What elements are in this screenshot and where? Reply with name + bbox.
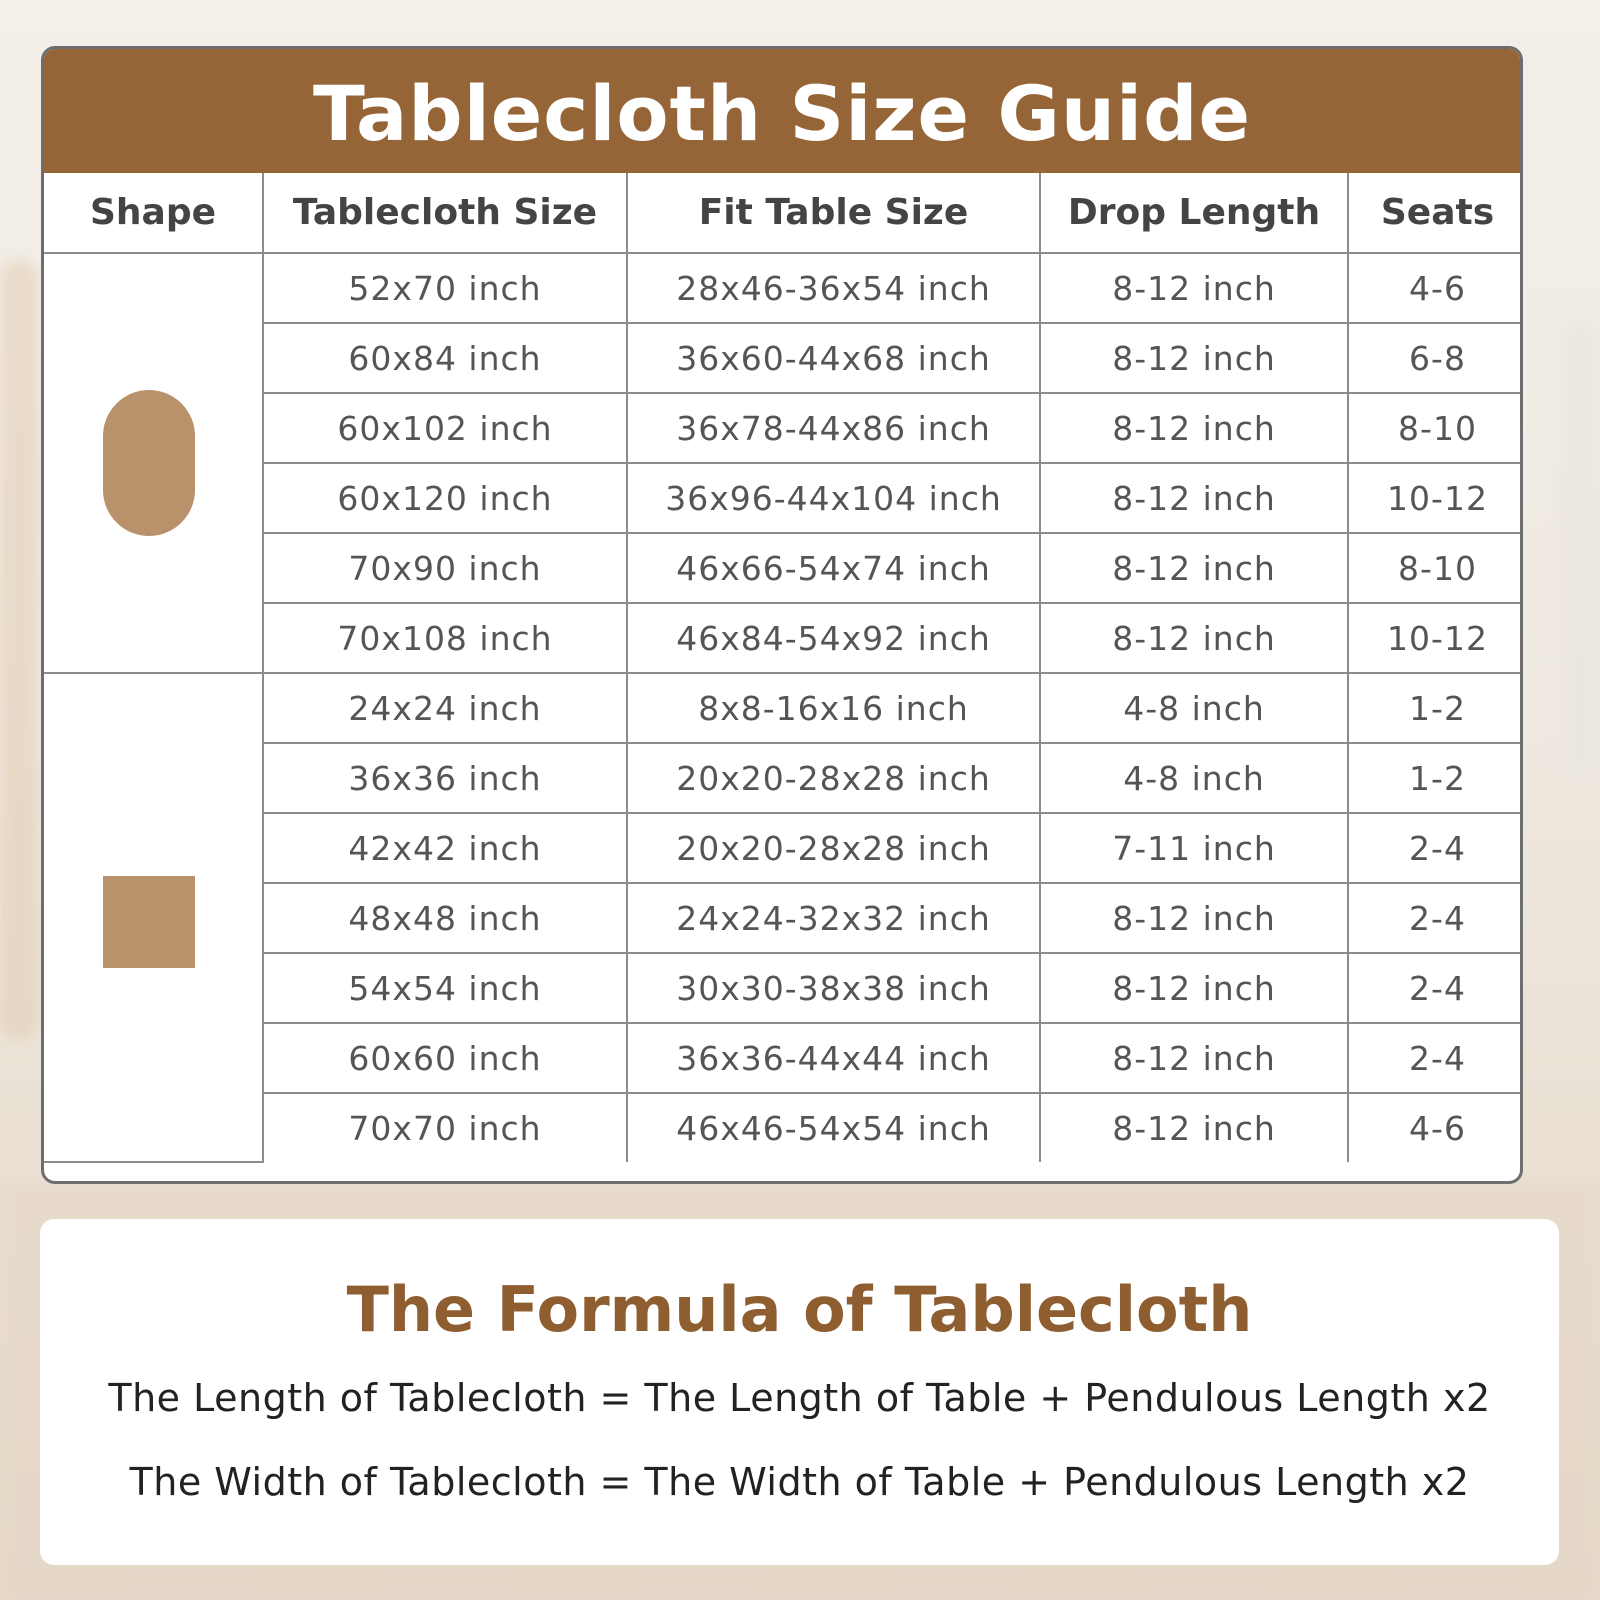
cell-drop-length: 8-12 inch — [1040, 393, 1348, 463]
background-chair-left — [0, 260, 38, 1040]
cell-drop-length: 8-12 inch — [1040, 1093, 1348, 1162]
table-row — [44, 1093, 1523, 1162]
cell-drop-length: 8-12 inch — [1040, 533, 1348, 603]
cell-tablecloth-size: 70x90 inch — [263, 533, 627, 603]
cell-tablecloth-size: 60x60 inch — [263, 1023, 627, 1093]
cell-tablecloth-size: 70x108 inch — [263, 603, 627, 673]
cell-seats: 10-12 — [1348, 603, 1523, 673]
cell-seats: 2-4 — [1348, 1023, 1523, 1093]
table-row — [44, 323, 1523, 393]
cell-tablecloth-size: 60x102 inch — [263, 393, 627, 463]
table-row — [44, 743, 1523, 813]
cell-seats: 4-6 — [1348, 1093, 1523, 1162]
column-header-tablecloth-size: Tablecloth Size — [263, 173, 627, 253]
table-row — [44, 253, 1523, 323]
formula-length-line: The Length of Tablecloth = The Length of Table + Pendulous Length x2 — [108, 1376, 1491, 1420]
guide-title: Tablecloth Size Guide — [312, 68, 1252, 158]
cell-tablecloth-size: 60x84 inch — [263, 323, 627, 393]
cell-drop-length: 4-8 inch — [1040, 743, 1348, 813]
cell-fit-table-size: 20x20-28x28 inch — [627, 813, 1040, 883]
cell-fit-table-size: 20x20-28x28 inch — [627, 743, 1040, 813]
formula-width-line: The Width of Tablecloth = The Width of Table + Pendulous Length x2 — [129, 1460, 1470, 1504]
square-shape-icon — [103, 876, 195, 968]
cell-drop-length: 8-12 inch — [1040, 953, 1348, 1023]
table-row — [44, 533, 1523, 603]
cell-seats: 4-6 — [1348, 253, 1523, 323]
cell-fit-table-size: 46x84-54x92 inch — [627, 603, 1040, 673]
cell-seats: 1-2 — [1348, 673, 1523, 743]
cell-seats: 2-4 — [1348, 883, 1523, 953]
cell-fit-table-size: 36x36-44x44 inch — [627, 1023, 1040, 1093]
guide-header — [44, 49, 1520, 173]
cell-fit-table-size: 24x24-32x32 inch — [627, 883, 1040, 953]
table-header-row — [44, 173, 1523, 253]
cell-drop-length: 8-12 inch — [1040, 883, 1348, 953]
cell-drop-length: 8-12 inch — [1040, 463, 1348, 533]
table-row — [44, 953, 1523, 1023]
cell-seats: 10-12 — [1348, 463, 1523, 533]
cell-drop-length: 8-12 inch — [1040, 323, 1348, 393]
cell-fit-table-size: 30x30-38x38 inch — [627, 953, 1040, 1023]
cell-seats: 8-10 — [1348, 393, 1523, 463]
oval-shape-icon — [103, 390, 195, 536]
formula-card — [40, 1219, 1559, 1565]
cell-drop-length: 8-12 inch — [1040, 253, 1348, 323]
cell-drop-length: 8-12 inch — [1040, 1023, 1348, 1093]
cell-seats: 8-10 — [1348, 533, 1523, 603]
table-row — [44, 883, 1523, 953]
cell-tablecloth-size: 48x48 inch — [263, 883, 627, 953]
formula-title: The Formula of Tablecloth — [346, 1273, 1253, 1346]
table-body — [44, 253, 1523, 1162]
cell-fit-table-size: 46x66-54x74 inch — [627, 533, 1040, 603]
cell-tablecloth-size: 52x70 inch — [263, 253, 627, 323]
background-window-right — [1560, 320, 1600, 780]
cell-tablecloth-size: 36x36 inch — [263, 743, 627, 813]
table-row — [44, 463, 1523, 533]
cell-fit-table-size: 36x78-44x86 inch — [627, 393, 1040, 463]
column-header-seats: Seats — [1348, 173, 1523, 253]
cell-fit-table-size: 36x60-44x68 inch — [627, 323, 1040, 393]
cell-drop-length: 7-11 inch — [1040, 813, 1348, 883]
size-table — [44, 173, 1523, 1163]
cell-fit-table-size: 28x46-36x54 inch — [627, 253, 1040, 323]
table-row — [44, 673, 1523, 743]
column-header-fit-table-size: Fit Table Size — [627, 173, 1040, 253]
column-header-drop-length: Drop Length — [1040, 173, 1348, 253]
cell-seats: 2-4 — [1348, 953, 1523, 1023]
cell-seats: 1-2 — [1348, 743, 1523, 813]
cell-tablecloth-size: 70x70 inch — [263, 1093, 627, 1162]
table-row — [44, 603, 1523, 673]
table-row — [44, 813, 1523, 883]
shape-cell — [44, 673, 263, 1162]
cell-seats: 2-4 — [1348, 813, 1523, 883]
table-row — [44, 1023, 1523, 1093]
cell-drop-length: 4-8 inch — [1040, 673, 1348, 743]
cell-tablecloth-size: 54x54 inch — [263, 953, 627, 1023]
cell-seats: 6-8 — [1348, 323, 1523, 393]
size-guide-card — [41, 46, 1523, 1184]
cell-fit-table-size: 36x96-44x104 inch — [627, 463, 1040, 533]
cell-tablecloth-size: 42x42 inch — [263, 813, 627, 883]
column-header-shape: Shape — [44, 173, 263, 253]
table-row — [44, 393, 1523, 463]
cell-fit-table-size: 8x8-16x16 inch — [627, 673, 1040, 743]
shape-cell — [44, 253, 263, 673]
cell-tablecloth-size: 60x120 inch — [263, 463, 627, 533]
cell-drop-length: 8-12 inch — [1040, 603, 1348, 673]
cell-fit-table-size: 46x46-54x54 inch — [627, 1093, 1040, 1162]
cell-tablecloth-size: 24x24 inch — [263, 673, 627, 743]
